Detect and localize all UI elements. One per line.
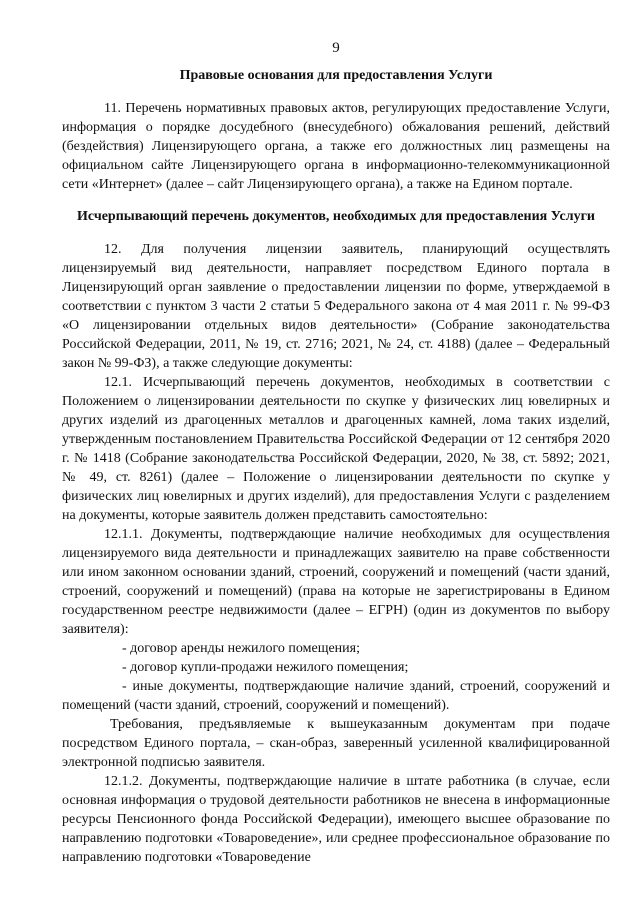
list-item-purchase: - договор купли-продажи нежилого помещения;	[122, 660, 409, 675]
paragraph-requirements: Требования, предъявляемые к вышеуказанным документам при подаче посредством Единого портала, – скан-образ, заверенный усиленной квалифицированной электронной подписью заявителя.	[62, 717, 610, 770]
section-heading-legal-basis: Правовые основания для предоставления Услуги	[179, 68, 493, 83]
paragraph-12-1-1: 12.1.1. Документы, подтверждающие наличие необходимых для осуществления лицензируемого вида деятельности и принадлежащих заявителю на праве собственности или ином законном основании зданий, строений, сооружений и помещений (части зданий, строений, сооружений и помещений) (права на которые не зарегистрированы в Едином государственном реестре недвижимости (далее – ЕГРН) (один из документов по выбору заявителя):	[62, 527, 610, 637]
section-heading-documents: Исчерпывающий перечень документов, необходимых для предоставления Услуги	[77, 209, 595, 224]
paragraph-12-1-2: 12.1.2. Документы, подтверждающие наличие в штате работника (в случае, если основная информация о трудовой деятельности работников не внесена в информационные ресурсы Пенсионного фонда Российской Федерации), имеющего высшее образование по направлению подготовки «Товароведение», или среднее профессиональное образование по направлению подготовки «Товароведение	[62, 774, 610, 865]
paragraph-12: 12. Для получения лицензии заявитель, планирующий осуществлять лицензируемый вид деятельности, направляет посредством Единого портала в Лицензирующий орган заявление о предоставлении лицензии по форме, утверждаемой в соответствии с пунктом 3 части 2 статьи 5 Федерального закона от 4 мая 2011 г. № 99-ФЗ «О лицензировании отдельных видов деятельности» (Собрание законодательства Российской Федерации, 2011, № 19, ст. 2716; 2021, № 24, ст. 4188) (далее – Федеральный закон № 99-ФЗ), а также следующие документы:	[62, 242, 610, 371]
page-number: 9	[332, 40, 340, 56]
paragraph-11: 11. Перечень нормативных правовых актов, регулирующих предоставление Услуги, информация о порядке досудебного (внесудебного) обжалования решений, действий (бездействия) Лицензирующего органа, а также его должностных лиц размещены на официальном сайте Лицензирующего органа в информационно-телекоммуникационной сети «Интернет» (далее – сайт Лицензирующего органа), а также на Едином портале.	[62, 101, 610, 192]
list-item-other-documents: - иные документы, подтверждающие наличие зданий, строений, сооружений и помещений (части зданий, строений, сооружений и помещений).	[62, 679, 610, 713]
list-item-lease: - договор аренды нежилого помещения;	[122, 641, 360, 656]
paragraph-12-1: 12.1. Исчерпывающий перечень документов, необходимых в соответствии с Положением о лицензировании деятельности по скупке у физических лиц ювелирных и других изделий из драгоценных металлов и драгоценных камней, лома таких изделий, утвержденным постановлением Правительства Российской Федерации от 12 сентября 2020 г. № 1418 (Собрание законодательства Российской Федерации, 2020, № 38, ст. 5892; 2021, № 49, ст. 8261) (далее – Положение о лицензировании деятельности по скупке у физических лиц ювелирных и других изделий), для предоставления Услуги с разделением на документы, которые заявитель должен представить самостоятельно:	[62, 375, 610, 523]
